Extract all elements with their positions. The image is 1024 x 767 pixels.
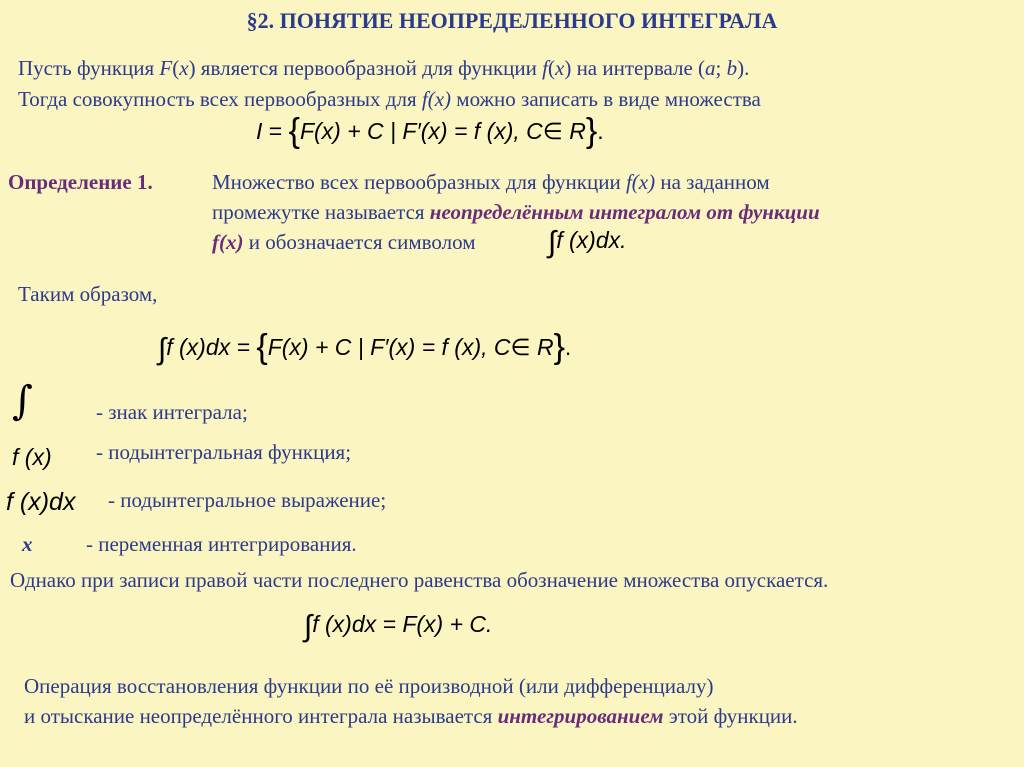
- paren: (: [172, 56, 180, 80]
- legend-symbol-integral: [12, 378, 33, 424]
- var-x: (x): [631, 170, 656, 194]
- intro-text: Пусть функция: [18, 56, 160, 80]
- definition-line-3: [212, 230, 476, 255]
- formula-body: F(x) + C | F′(x) = f (x), C∈ R: [299, 118, 586, 144]
- conclusion-line-1: Операция восстановления функции по её производной (или дифференциалу): [24, 674, 714, 698]
- key-term: неопределённым интегралом от функции: [429, 200, 820, 224]
- var-x: x: [179, 56, 189, 80]
- function-fx: f(x): [212, 230, 244, 254]
- definition-text: промежутке называется: [212, 200, 430, 224]
- legend-text-expression: - подынтегральное выражение;: [108, 488, 387, 512]
- integrand: f (x)dx.: [556, 227, 627, 253]
- integral-symbol-formula: [548, 226, 627, 260]
- main-formula: [158, 328, 571, 367]
- left-brace: {: [288, 112, 300, 150]
- right-brace: }: [585, 112, 598, 150]
- definition-text: Множество всех первообразных для функции: [212, 170, 626, 194]
- integral-icon: ∫: [158, 333, 167, 366]
- formula-body: F(x) + C | F′(x) = f (x), C∈ R: [267, 334, 554, 360]
- integral-icon: ∫: [548, 226, 557, 259]
- conclusion-text: и отыскание неопределённого интеграла называется: [24, 704, 498, 728]
- however-text: Однако при записи правой части последнего равенства обозначение множества опускается.: [10, 568, 829, 592]
- left-brace: {: [256, 328, 268, 366]
- key-term: интегрированием: [497, 704, 664, 728]
- period: .: [597, 118, 604, 144]
- intro-text: можно записать в виде множества: [451, 87, 761, 111]
- formula-lhs: f (x)dx =: [166, 334, 250, 360]
- legend-symbol-variable: x: [22, 532, 33, 556]
- intro-text: Тогда совокупность всех первообразных для: [18, 87, 422, 111]
- definition-label: Определение 1.: [8, 170, 153, 194]
- equals-sign: =: [268, 118, 283, 144]
- intro-text: ) является первообразной для функции: [188, 56, 543, 80]
- definition-text: и обозначается символом: [243, 230, 476, 254]
- integral-icon: ∫: [12, 378, 33, 424]
- function-f: f: [542, 56, 548, 80]
- integral-icon: ∫: [304, 610, 313, 643]
- separator: ;: [715, 56, 727, 80]
- legend-symbol-expression: f (x)dx: [6, 488, 76, 516]
- set-formula: [256, 112, 604, 151]
- intro-line-2: [18, 87, 761, 112]
- intro-line-1: [18, 56, 749, 81]
- var-x: x: [555, 56, 565, 80]
- legend-symbol-integrand: f (x): [12, 444, 52, 470]
- slide-title: §2. ПОНЯТИЕ НЕОПРЕДЕЛЕННОГО ИНТЕГРАЛА: [246, 8, 778, 33]
- period: .: [564, 334, 572, 360]
- short-formula: [304, 610, 492, 644]
- conclusion-line-2: [24, 704, 798, 729]
- intro-text: ) на интервале (: [564, 56, 706, 80]
- function-f: f: [421, 87, 428, 111]
- var-a: a: [705, 56, 716, 80]
- legend-text-integrand: - подынтегральная функция;: [96, 440, 352, 464]
- intro-text: ).: [737, 56, 750, 80]
- formula-body: f (x)dx = F(x) + C.: [312, 611, 493, 637]
- legend-text-variable: - переменная интегрирования.: [86, 532, 357, 556]
- formula-lhs: I: [256, 118, 263, 144]
- var-b: b: [726, 56, 738, 80]
- function-F: F: [159, 56, 173, 80]
- paren: (: [548, 56, 555, 80]
- var-x: (x): [427, 87, 452, 111]
- definition-line-1: [212, 170, 770, 195]
- legend-text-integral: - знак интеграла;: [96, 400, 248, 424]
- right-brace: }: [553, 328, 565, 366]
- function-f: f: [625, 170, 632, 194]
- conclusion-text: этой функции.: [663, 704, 798, 728]
- thus-text: Таким образом,: [18, 282, 158, 306]
- definition-line-2: [212, 200, 820, 225]
- definition-text: на заданном: [655, 170, 770, 194]
